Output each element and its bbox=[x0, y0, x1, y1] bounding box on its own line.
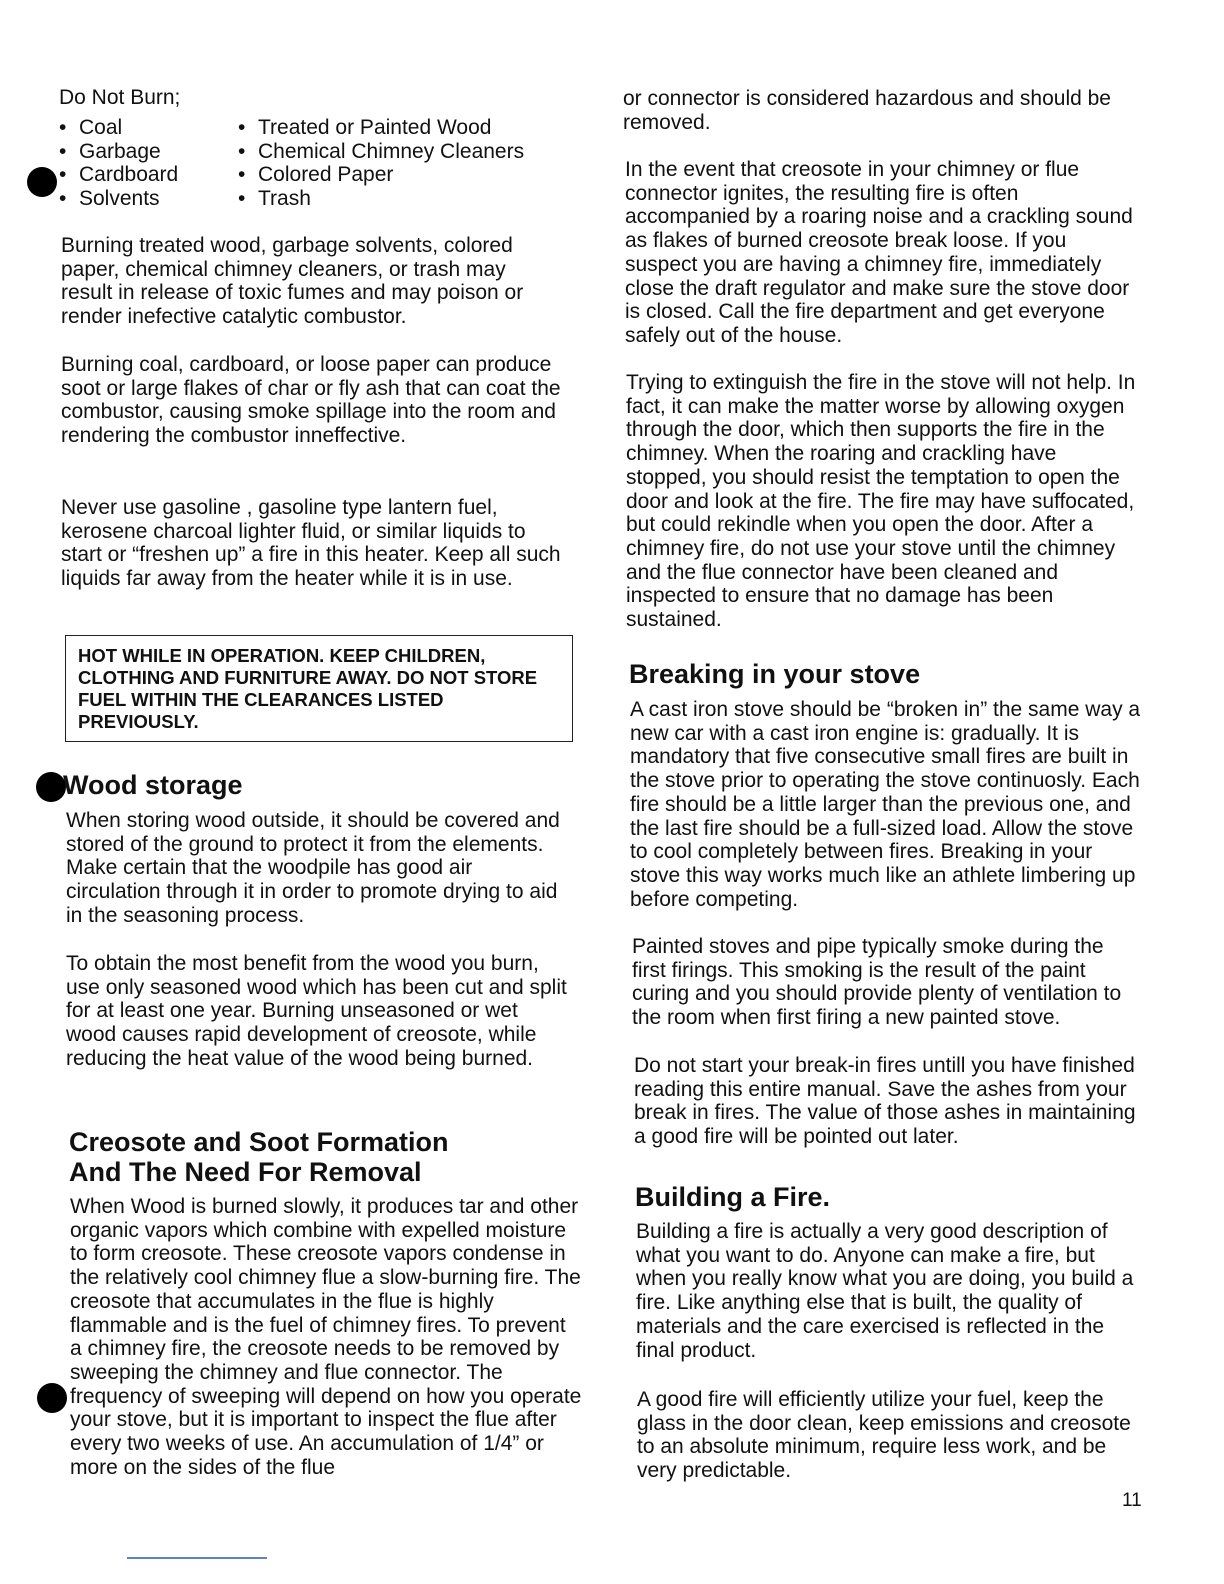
paragraph: When storing wood outside, it should be covered and stored of the ground to protect it from the elements. Make certain that the woodpile has good air circulation through it in order to promote drying to aid in the seasoning process. bbox=[66, 809, 560, 927]
paragraph: Building a fire is actually a very good description of what you want to do. Anyone can make a fire, but when you really know what you are doing, you build a fire. Like anything else that is built, the quality of materials and the care exercised is reflected in the final product. bbox=[636, 1220, 1134, 1362]
list-item: • Treated or Painted Wood bbox=[238, 116, 568, 140]
paragraph: Burning coal, cardboard, or loose paper can produce soot or large flakes of char or fly ash that can coat the combustor, causing smoke spillage into the room and rendering the combustor inneffective. bbox=[61, 353, 561, 448]
list-item: • Cardboard bbox=[59, 163, 229, 187]
paragraph: A good fire will efficiently utilize your fuel, keep the glass in the door clean, keep emissions and creosote to an absolute minimum, require less work, and be very predictable. bbox=[637, 1388, 1131, 1483]
paragraph: In the event that creosote in your chimney or flue connector ignites, the resulting fire is often accompanied by a roaring noise and a crackling sound as flakes of burned creosote break loose. If you suspect you are having a chimney fire, immediately close the draft regulator and make sure the stove door is closed. Call the fire department and get everyone safely out of the house. bbox=[625, 158, 1133, 347]
binder-hole-mark bbox=[36, 772, 66, 802]
scan-artifact-line bbox=[127, 1557, 267, 1559]
paragraph: Painted stoves and pipe typically smoke during the first firings. This smoking is the result of the paint curing and you should provide plenty of ventilation to the room when first firing a new painted stove. bbox=[632, 935, 1122, 1030]
wood-storage-heading: Wood storage bbox=[63, 770, 243, 800]
paragraph: Never use gasoline , gasoline type lantern fuel, kerosene charcoal lighter fluid, or similar liquids to start or “freshen up” a fire in this heater. Keep all such liquids far away from the heater while it is in use. bbox=[61, 496, 561, 591]
list-item: • Colored Paper bbox=[238, 163, 568, 187]
warning-box bbox=[65, 635, 573, 742]
page-number: 11 bbox=[1122, 1490, 1142, 1511]
paragraph: Trying to extinguish the fire in the stove will not help. In fact, it can make the matter worse by allowing oxygen through the door, which then supports the fire in the chimney. When the roaring and crackling have stopped, you should resist the temptation to open the door and look at the fire. The fire may have suffocated, but could rekindle when you open the door. After a chimney fire, do not use your stove until the chimney and the flue connector have been cleaned and inspected to ensure that no damage has been sustained. bbox=[626, 371, 1136, 632]
creosote-heading-line2: And The Need For Removal bbox=[69, 1157, 422, 1187]
list-item: • Chemical Chimney Cleaners bbox=[238, 140, 568, 164]
paragraph: Do not start your break-in fires untill you have finished reading this entire manual. Save the ashes from your break in fires. The value of those ashes in maintaining a good fire will be pointed out later. bbox=[634, 1054, 1136, 1149]
list-item: • Trash bbox=[238, 187, 568, 211]
list-item: • Coal bbox=[59, 116, 229, 140]
breaking-in-heading: Breaking in your stove bbox=[629, 659, 921, 689]
paragraph: Burning treated wood, garbage solvents, colored paper, chemical chimney cleaners, or trash may result in release of toxic fumes and may poison or render inefective catalytic combustor. bbox=[61, 234, 524, 329]
paragraph: A cast iron stove should be “broken in” the same way a new car with a cast iron engine is: gradually. It is mandatory that five consecutive small fires are built in the stove prior to operating the stove continuosly. Each fire should be a little larger than the previous one, and the last fire should be a full-sized load. Allow the stove to cool completely between fires. Breaking in your stove this way works much like an athlete limbering up before competing. bbox=[630, 698, 1141, 911]
warning-text: HOT WHILE IN OPERATION. KEEP CHILDREN, CLOTHING AND FURNITURE AWAY. DO NOT STORE FUEL WITHIN THE CLEARANCES LISTED PREVIOUSLY. bbox=[78, 645, 538, 732]
do-not-burn-title: Do Not Burn; bbox=[59, 86, 181, 109]
paragraph: or connector is considered hazardous and should be removed. bbox=[623, 87, 1111, 134]
building-a-fire-heading: Building a Fire. bbox=[635, 1182, 831, 1212]
do-not-burn-list-1 bbox=[59, 116, 229, 211]
binder-hole-mark bbox=[37, 1383, 67, 1413]
paragraph: When Wood is burned slowly, it produces tar and other organic vapors which combine with expelled moisture to form creosote. These creosote vapors condense in the relatively cool chimney flue a slow-burning fire. The creosote that accumulates in the flue is highly flammable and is the fuel of chimney fires. To prevent a chimney fire, the creosote needs to be removed by sweeping the chimney and flue connector. The frequency of sweeping will depend on how you operate your stove, but it is important to inspect the flue after every two weeks of use. An accumulation of 1/4” or more on the sides of the flue bbox=[70, 1195, 582, 1479]
list-item: • Solvents bbox=[59, 187, 229, 211]
list-item: • Garbage bbox=[59, 140, 229, 164]
binder-hole-mark bbox=[27, 167, 57, 197]
do-not-burn-list-2 bbox=[238, 116, 568, 211]
creosote-heading-line1: Creosote and Soot Formation bbox=[69, 1127, 449, 1157]
paragraph: To obtain the most benefit from the wood you burn, use only seasoned wood which has been cut and split for at least one year. Burning unseasoned or wet wood causes rapid development of creosote, while reducing the heat value of the wood being burned. bbox=[66, 952, 567, 1070]
